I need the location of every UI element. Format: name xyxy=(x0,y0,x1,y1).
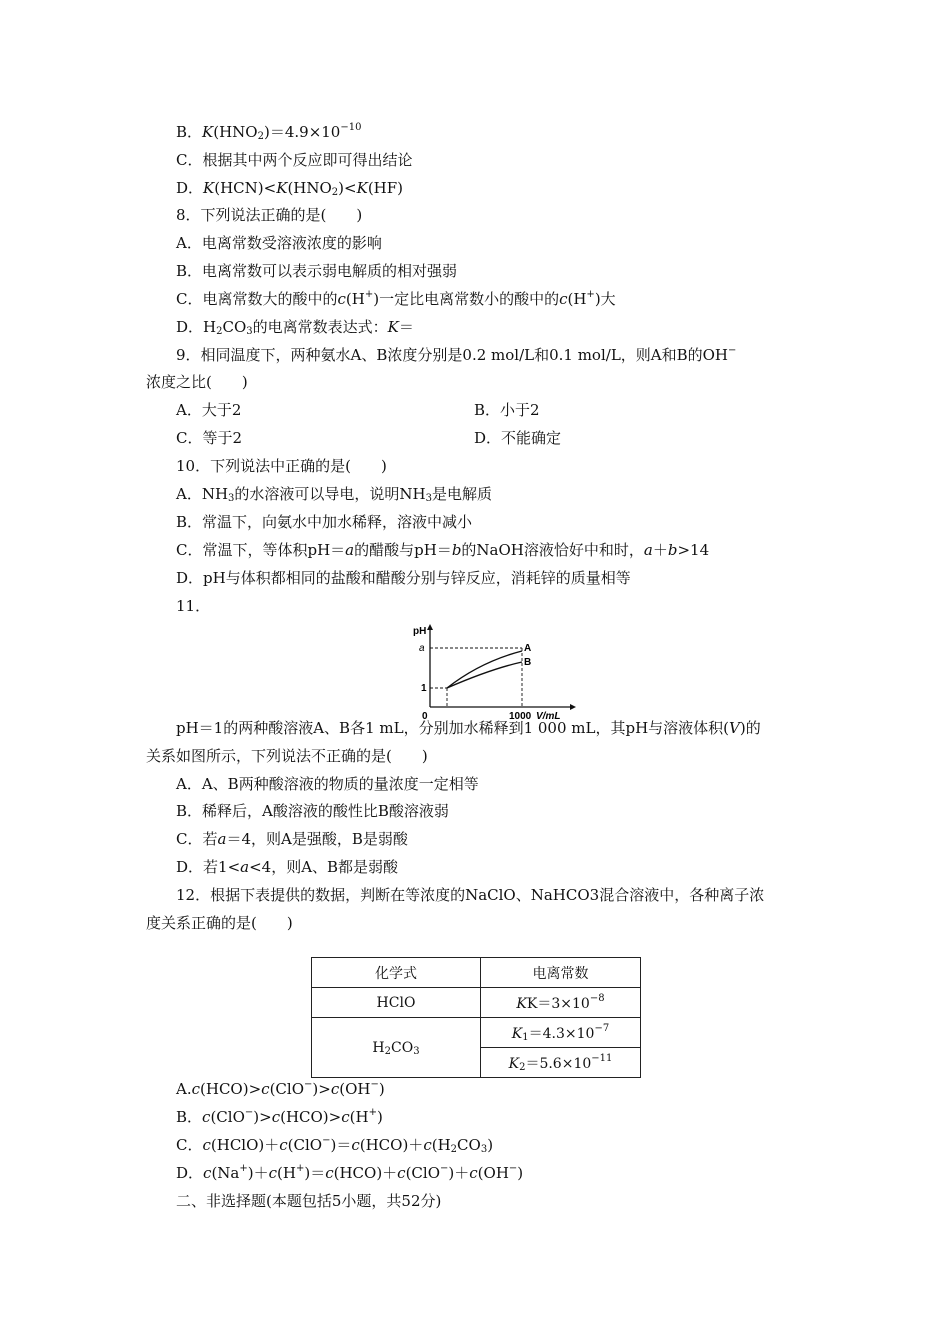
q11-option-b: B．稀释后，A酸溶液的酸性比B酸溶液弱 xyxy=(176,802,449,820)
curve-b xyxy=(447,662,522,688)
q8-option-a: A．电离常数受溶液浓度的影响 xyxy=(176,234,382,252)
q8-option-b: B．电离常数可以表示弱电解质的相对强弱 xyxy=(176,262,458,280)
q12-option-d: D．c(Na+)＋c(H+)＝c(HCO)＋c(ClO−)＋c(OH−) xyxy=(176,1163,524,1182)
q8-option-d: D．$H_2CO_3$的电离常数表达式：K＝ xyxy=(176,318,414,337)
table-cell-h2co3-k1: $K_1=4.3\times 10^{-7}$ xyxy=(481,1018,641,1048)
x-tick-1000: 1000 xyxy=(509,711,532,722)
y-tick-1: 1 xyxy=(421,683,427,694)
section-2-heading: 二、非选择题(本题包括5小题，共52分) xyxy=(176,1192,442,1210)
x-axis-label: V/mL xyxy=(536,711,561,722)
table-row-h2co3-k1 xyxy=(312,1018,641,1048)
q7-option-d: D．$K(HCN)<K(HNO_2)<K(HF)$ xyxy=(176,179,404,198)
y-axis-arrow xyxy=(427,624,433,630)
q8-stem: 8．下列说法正确的是( ) xyxy=(176,206,363,224)
y-tick-a: a xyxy=(419,643,425,654)
q12-option-a: A.c(HCO)>c(ClO−)>c(OH−) xyxy=(176,1079,385,1098)
table-cell-h2co3-k2: $K_2=5.6\times 10^{-11}$ xyxy=(481,1048,641,1078)
table-header-row xyxy=(312,958,641,988)
curve-a-label: A xyxy=(524,643,532,654)
table-header-formula: 化学式 xyxy=(312,958,481,988)
q11-stem-line2: 关系如图所示，下列说法不正确的是( ) xyxy=(146,747,428,765)
q11-option-c: C．若a＝4，则A是强酸，B是弱酸 xyxy=(176,830,408,848)
q9-option-c: C．等于2 xyxy=(176,429,243,447)
q11-option-a: A．A、B两种酸溶液的物质的量浓度一定相等 xyxy=(176,775,479,793)
y-axis-label: pH xyxy=(413,626,427,637)
table-row-hclo xyxy=(312,988,641,1018)
curve-b-label: B xyxy=(524,657,532,668)
table-cell-hclo-k: $KK=3\times 10^{-8}$ xyxy=(481,988,641,1018)
q11-option-d: D．若1<a<4，则A、B都是弱酸 xyxy=(176,858,399,876)
q10-option-a: A．$NH_3$的水溶液可以导电，说明$NH_3$是电解质 xyxy=(176,485,493,504)
x-axis-arrow xyxy=(570,704,576,710)
q12-option-b: B．c(ClO−)>c(HCO)>c(H+) xyxy=(176,1107,383,1126)
q9-option-b: B．小于2 xyxy=(474,401,540,419)
curve-a xyxy=(447,651,522,688)
table-cell-hclo-formula: HClO xyxy=(312,988,481,1018)
q9-stem-line2: 浓度之比( ) xyxy=(146,373,248,391)
q9-option-a: A．大于2 xyxy=(176,401,242,419)
q11-number: 11． xyxy=(176,597,211,615)
q12-stem-line2: 度关系正确的是( ) xyxy=(146,914,293,932)
q10-option-c: C．常温下，等体积pH＝a的醋酸与pH＝b的NaOH溶液恰好中和时，a＋b>14 xyxy=(176,541,710,559)
q7-option-c: C．根据其中两个反应即可得出结论 xyxy=(176,151,413,169)
table-cell-h2co3-formula: $H_2CO_3$ xyxy=(312,1018,481,1078)
q12-option-c: C．$c(HClO)+c(ClO^-)=c(HCO)+c(H_2CO_3)$ xyxy=(176,1135,494,1155)
q9-stem-line1: 9．相同温度下，两种氨水A、B浓度分别是0.2 mol/L和0.1 mol/L，则A和B的OH− xyxy=(176,345,737,364)
q11-stem-line1: pH＝1的两种酸溶液A、B各1 mL，分别加水稀释到1 000 mL，其pH与溶液体积(V)的 xyxy=(176,719,761,737)
ph-volume-graph xyxy=(410,622,580,722)
origin-label: 0 xyxy=(422,711,428,722)
q9-option-d: D．不能确定 xyxy=(474,429,562,447)
q10-option-b: B．常温下，向氨水中加水稀释，溶液中减小 xyxy=(176,513,473,531)
q8-option-c: C．电离常数大的酸中的c(H+)一定比电离常数小的酸中的c(H+)大 xyxy=(176,289,616,308)
q10-stem: 10．下列说法中正确的是( ) xyxy=(176,457,387,475)
q7-option-b: B．$K(HNO_2)=4.9\times 10^{-10}$ xyxy=(176,122,362,142)
table-header-constant: 电离常数 xyxy=(481,958,641,988)
q12-stem-line1: 12．根据下表提供的数据，判断在等浓度的NaClO、NaHCO3混合溶液中，各种离子浓 xyxy=(176,886,765,904)
q10-option-d: D．pH与体积都相同的盐酸和醋酸分别与锌反应，消耗锌的质量相等 xyxy=(176,569,631,587)
ionization-constant-table xyxy=(311,957,641,1078)
